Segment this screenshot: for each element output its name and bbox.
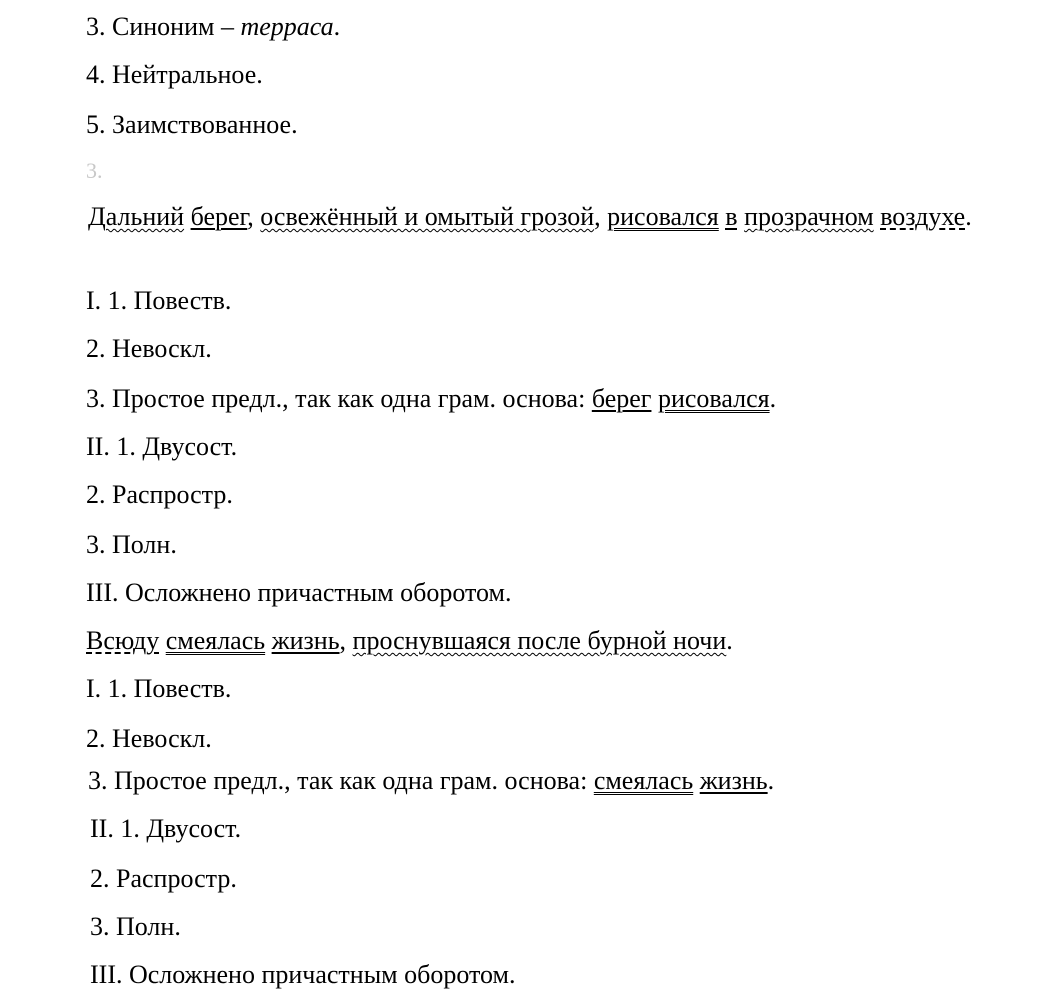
punct: . [769, 384, 777, 413]
subject-word: жизнь [699, 766, 768, 795]
sentence-2 [86, 626, 733, 656]
analysis-1-basis [86, 384, 776, 414]
text: 3. Простое предл., так как одна грам. основа: [86, 384, 592, 413]
text: . [333, 12, 341, 41]
punct: , [594, 202, 608, 231]
predicate-word: смеялась [165, 626, 266, 655]
adverbial-word: Всюду [86, 626, 160, 655]
participial-phrase: освежённый и омытый грозой [260, 202, 595, 231]
predicate-word: рисовался [657, 384, 770, 413]
analysis-2-extended: 2. Распростр. [90, 864, 237, 893]
analysis-2-parts: II. 1. Двусост. [90, 814, 242, 843]
analysis-2-basis [88, 766, 774, 796]
punct: . [726, 626, 733, 655]
item-neutral: 4. Нейтральное. [86, 60, 263, 89]
subject-word: жизнь [271, 626, 340, 655]
punct: . [767, 766, 775, 795]
participial-phrase: проснувшаяся после бурной ночи [352, 626, 727, 655]
analysis-1-extended: 2. Распростр. [86, 480, 233, 509]
analysis-2-complete: 3. Полн. [90, 912, 181, 941]
analysis-2-type: I. 1. Повеств. [86, 674, 232, 703]
text: 3. Синоним – [86, 12, 241, 41]
analysis-2-intonation: 2. Невоскл. [86, 724, 212, 753]
item-borrowed: 5. Заимствованное. [86, 110, 298, 139]
task-number: 3. [86, 158, 103, 183]
adverbial-word: воздухе [880, 202, 966, 231]
analysis-1-complete: 3. Полн. [86, 530, 177, 559]
analysis-1-parts: II. 1. Двусост. [86, 432, 238, 461]
punct: , [339, 626, 353, 655]
adverbial-word: в [725, 202, 738, 231]
subject-word: берег [190, 202, 248, 231]
analysis-1-complication: III. Осложнено причастным оборотом. [86, 578, 512, 607]
analysis-2-complication: III. Осложнено причастным оборотом. [90, 960, 516, 989]
attribute-word: прозрачном [744, 202, 874, 231]
punct: . [965, 202, 972, 231]
text: 3. Простое предл., так как одна грам. основа: [88, 766, 594, 795]
punct: , [247, 202, 261, 231]
item-synonym [86, 12, 340, 42]
synonym-word: терраса [240, 12, 334, 41]
analysis-1-intonation: 2. Невоскл. [86, 334, 212, 363]
predicate-word: смеялась [593, 766, 694, 795]
subject-word: берег [591, 384, 652, 413]
predicate-word: рисовался [607, 202, 719, 231]
analysis-1-type: I. 1. Повеств. [86, 286, 232, 315]
sentence-1 [8, 198, 1028, 236]
attribute-word: Дальний [88, 202, 185, 231]
